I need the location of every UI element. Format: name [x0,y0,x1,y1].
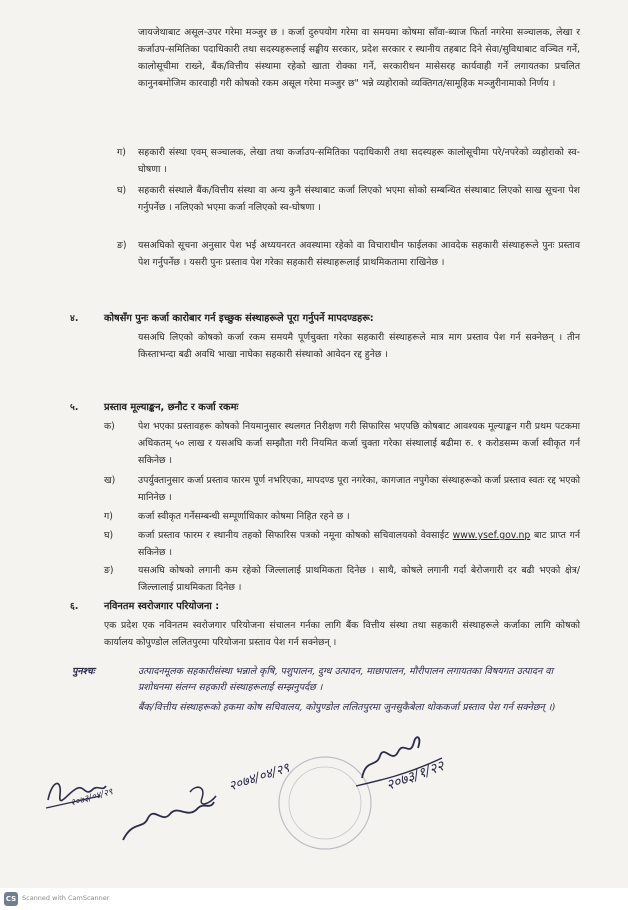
intro-paragraph: जायजेथाबाट असूल-उपर गरेमा मञ्जुर छ । कर्जा दुरुपयोग गरेमा वा समयमा कोषमा साँवा-ब्याज फिर्ता नगरेमा सञ्चालक, लेखा र कर्जाउप-समितिका पदाधिकारी तथा सदस्यहरूलाई सङ्घीय सरकार, प्रदेश सरकार र स्थानीय तहबाट दिने सेवा/सुविधाबाट वञ्चित गर्ने, कालोसूचीमा राख्ने, बैंक/वित्तीय संस्थामा रहेको खाता रोक्का गर्ने, सरकारीधन मासेसरह कार्यवाही गर्ने लगायतका प्रचलित कानुनबमोजिम कारवाही गरी कोषको रकम असूल गरेमा मञ्जुर छ" भन्ने व्यहोराको व्यक्तिगत/सामूहिक मञ्जुरीनामाको निर्णय । [138,27,580,89]
right-signature [352,728,462,808]
camscanner-logo-icon: CS [4,892,18,906]
section-5-item-2: उपर्युक्तानुसार कर्जा प्रस्ताव फारम पूर्ण नभरिएका, मापदण्ड पूरा नगरेका, कागजात नपुगेका संस्थाहरूको कर्जा प्रस्ताव स्वतः रद्द भएको मानिनेछ । [138,475,580,503]
note-line-1: उत्पादनमूलक सहकारीसंस्था भन्नाले कृषि, पशुपालन, दुग्ध उत्पादन, माछापालन, मौरीपालन लगायतका विषयगत उत्पादन वा प्रशोधनमा संलग्न सहकारी संस्थाहरूलाई सम्झनुपर्दछ । [138,666,554,693]
section-5-item-4 [138,527,580,561]
middle-signature-date: २०७४/०४/२९ [227,760,292,795]
right-signature-date: २०७३/१/२२ [384,758,447,794]
section-6-heading: नविनतम स्वरोजगार परियोजना : [104,601,220,612]
section-5-label-4: घ) [104,530,114,541]
section-5-heading: प्रस्ताव मूल्याङ्कन, छनौट र कर्जा रकमः [104,402,239,413]
section-4-number: ४. [70,313,79,324]
section-5-label-3: ग) [104,511,113,522]
list-a-label-3: ङ) [117,240,127,251]
section-5-label-2: ख) [104,475,116,486]
list-a-item-1: सहकारी संस्था एवम् सञ्चालक, लेखा तथा कर्जाउप-समितिका पदाधिकारी तथा सदस्यहरू कालोसूचीमा परे/नपरेको व्यहोराको स्व-घोषणा । [138,147,580,175]
note-label: पुनश्चः [72,666,95,677]
section-5-number: ५. [70,402,79,413]
list-a-item-2: सहकारी संस्थाले बैंक/वित्तीय संस्था वा अन्य कुनै संस्थाबाट कर्जा लिएको भएमा सोको सम्बन्धित संस्थाबाट लिएको साख सूचना पेश गर्नुपर्नेछ । नलिएको भएमा कर्जा नलिएको स्व-घोषणा । [138,185,580,213]
section-5-item-5: यसअघि कोषको लगानी कम रहेको जिल्लालाई प्राथमिकता दिनेछ । साथै, कोषले लगानी गर्दा बेरोजगारी दर बढी भएको क्षेत्र/जिल्लालाई प्राथमिकता दिनेछ । [138,565,580,593]
note-line-2: बैंक/वित्तीय संस्थाहरूको हकमा कोष सचिवालय, कोपुण्डोल ललितपुरमा जुनसुकैबेला थोककर्जा प्रस्ताव पेश गर्न सक्नेछन् ।) [138,702,556,713]
section-5-item-1: पेश भएका प्रस्तावहरू कोषको नियमानुसार स्थलगत निरीक्षण गरी सिफारिस भएपछि कोषबाट आवश्यक मूल्याङ्कन गरी प्रथम पटकमा अधिकतम् ५० लाख र यसअघि कर्जा सम्झौता गरी नियमित कर्जा चुक्ता गरेका संस्थालाई बढीमा रु. १ करोडसम्म कर्जा स्वीकृत गर्न सकिनेछ । [138,421,580,466]
list-a-item-3: यसअघिको सूचना अनुसार पेश भई अध्ययनरत अवस्थामा रहेको वा विचाराधीन फाईलका आवदेक सहकारी संस्थाहरूले पुनः प्रस्ताव पेश गर्नुपर्नेछ । यसरी पुनः प्रस्ताव पेश गरेका सहकारी संस्थाहरूलाई प्राथमिकतामा राखिनेछ । [138,240,580,268]
section-4-heading: कोषसँग पुनः कर्जा कारोबार गर्न इच्छुक संस्थाहरूले पूरा गर्नुपर्ने मापदण्डहरू: [104,313,374,324]
list-a-label-2: घ) [117,185,127,196]
section-5-item-4-text-before: कर्जा प्रस्ताव फारम र स्थानीय तहको सिफारिस पत्रको नमूना कोषको सचिवालयको वेवसाईट [138,530,453,541]
list-a-label-1: ग) [117,147,126,158]
section-5-item-3: कर्जा स्वीकृत गर्नेसम्बन्धी सम्पूर्णाधिकार कोषमा निहित रहने छ । [138,511,350,522]
section-5-label-1: क) [104,421,115,432]
left-signature-date: २०७३/०४/२९ [69,787,115,809]
section-5-item-4-text-after: बाट प्राप्त गर्न सकिनेछ । [138,530,580,558]
section-5-label-5: ङ) [104,565,114,576]
camscanner-watermark-text: Scanned with CamScanner [22,894,110,902]
section-6-number: ६. [70,601,79,612]
section-4-text: यसअघि लिएको कोषको कर्जा रकम समयमै पूर्णचुक्ता गरेका सहकारी संस्थाहरूले मात्र माग प्रस्ताव पेश गर्न सक्नेछन् । तीन किस्ताभन्दा बढी अवधि भाखा नाघेका सहकारी संस्थाको आवेदन रद्द हुनेछ । [138,332,580,360]
website-link[interactable]: www.ysef.gov.np [452,530,531,541]
section-6-text: एक प्रदेश एक नविनतम स्वरोजगार परियोजना संचालन गर्नका लागि बैंक वित्तीय संस्था तथा सहकारी संस्थाहरूले कर्जाका लागि कोषको कार्यालय कोपुण्डोल ललितपुरमा परियोजना प्रस्ताव पेश गर्न सक्नेछन् । [104,620,580,648]
